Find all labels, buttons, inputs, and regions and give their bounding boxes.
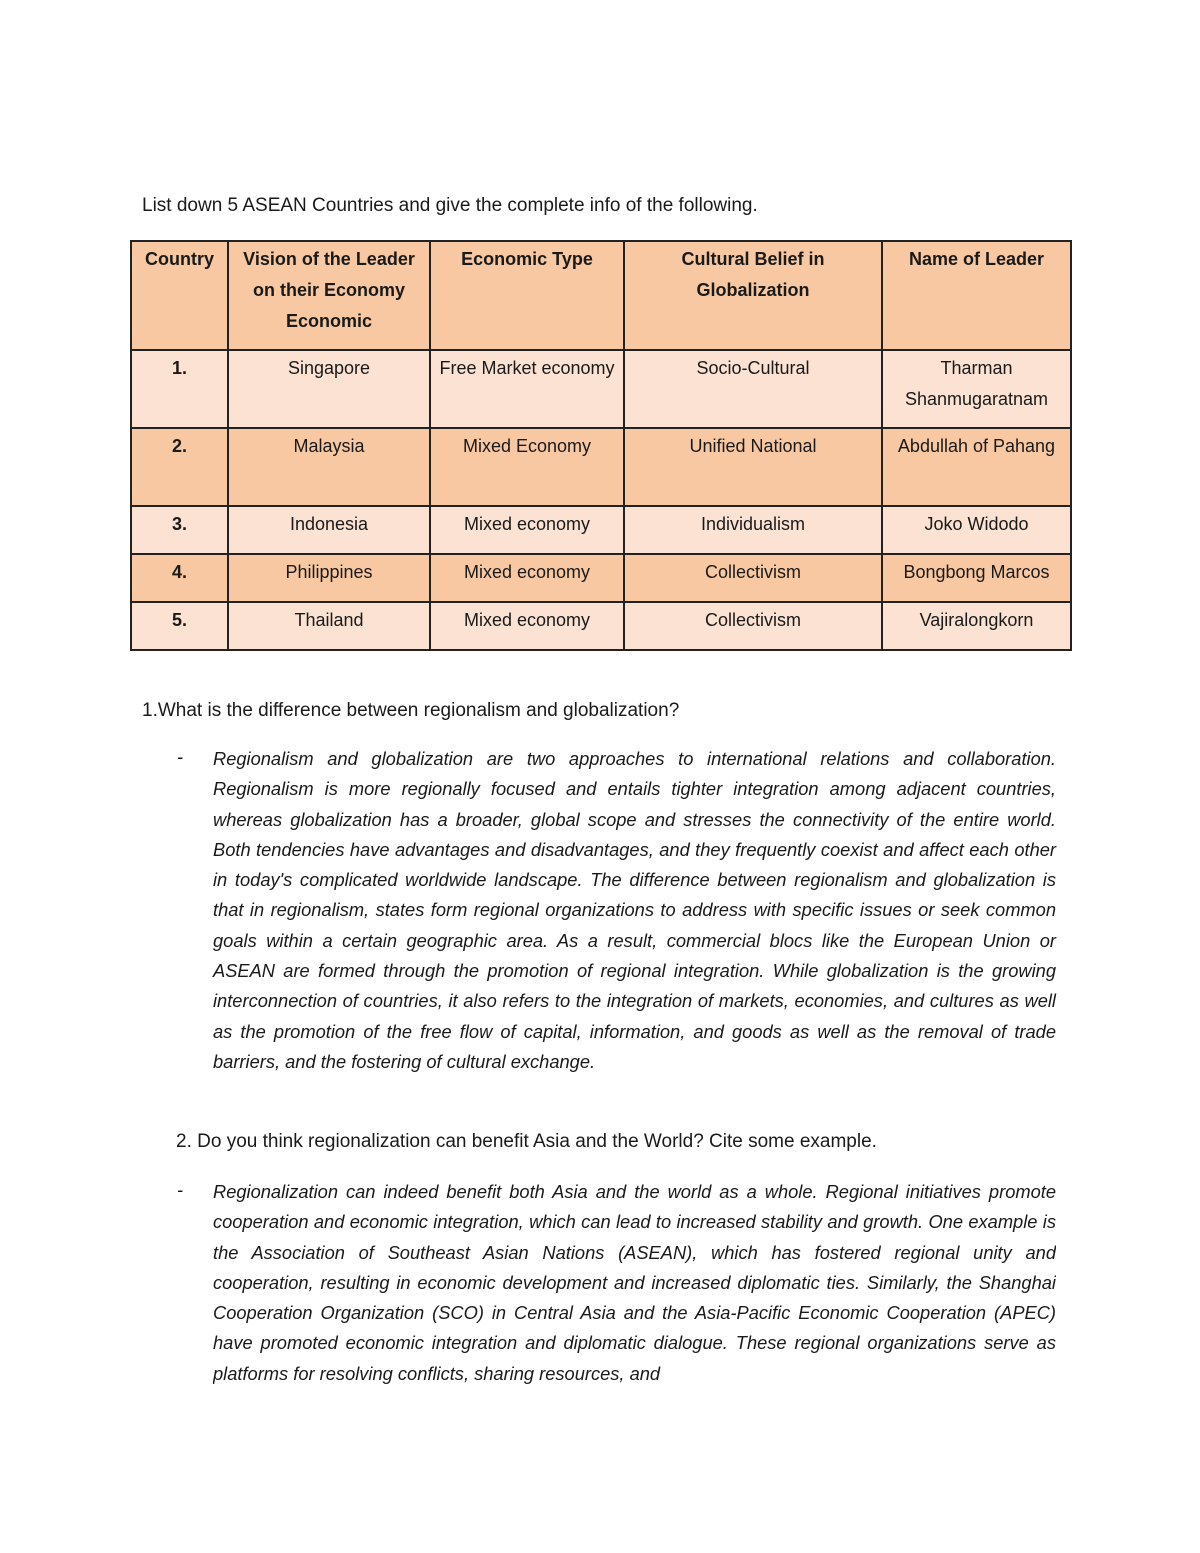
table-row xyxy=(131,506,1071,554)
header-cultural-belief: Cultural Belief in Globalization xyxy=(624,241,882,350)
table-header-row xyxy=(131,241,1071,350)
intro-text: List down 5 ASEAN Countries and give the complete info of the following. xyxy=(142,195,758,216)
leader-cell: Tharman Shanmugaratnam xyxy=(882,350,1071,428)
belief-cell: Individualism xyxy=(624,506,882,554)
table-row xyxy=(131,350,1071,428)
belief-cell: Unified National xyxy=(624,428,882,506)
country-cell: Indonesia xyxy=(228,506,430,554)
question-2: 2. Do you think regionalization can benefit Asia and the World? Cite some example. xyxy=(176,1131,877,1152)
belief-cell: Collectivism xyxy=(624,602,882,650)
header-leader: Name of Leader xyxy=(882,241,1071,350)
leader-cell: Bongbong Marcos xyxy=(882,554,1071,602)
asean-table xyxy=(130,240,1072,651)
country-cell: Singapore xyxy=(228,350,430,428)
header-economic-type: Economic Type xyxy=(430,241,624,350)
country-cell: Thailand xyxy=(228,602,430,650)
leader-cell: Joko Widodo xyxy=(882,506,1071,554)
bullet-dash: - xyxy=(177,1180,183,1200)
header-vision: Vision of the Leader on their Economy Economic xyxy=(228,241,430,350)
economy-cell: Mixed Economy xyxy=(430,428,624,506)
belief-cell: Collectivism xyxy=(624,554,882,602)
economy-cell: Mixed economy xyxy=(430,506,624,554)
table-row xyxy=(131,428,1071,506)
bullet-dash: - xyxy=(177,747,183,767)
country-cell: Malaysia xyxy=(228,428,430,506)
country-cell: Philippines xyxy=(228,554,430,602)
belief-cell: Socio-Cultural xyxy=(624,350,882,428)
row-number: 3. xyxy=(131,506,228,554)
leader-cell: Vajiralongkorn xyxy=(882,602,1071,650)
economy-cell: Free Market economy xyxy=(430,350,624,428)
row-number: 2. xyxy=(131,428,228,506)
table-row xyxy=(131,554,1071,602)
question-1: 1.What is the difference between regionalism and globalization? xyxy=(142,700,680,721)
header-country: Country xyxy=(131,241,228,350)
answer-2: Regionalization can indeed benefit both Asia and the world as a whole. Regional initiatives promote cooperation and economic integration, which can lead to increased stability and growth. One example is the Association of Southeast Asian Nations (ASEAN), which has fostered regional unity and cooperation, resulting in economic development and increased diplomatic ties. Similarly, the Shanghai Cooperation Organization (SCO) in Central Asia and the Asia-Pacific Economic Cooperation (APEC) have promoted economic integration and diplomatic dialogue. These regional organizations serve as platforms for resolving conflicts, sharing resources, and xyxy=(213,1181,1056,1384)
economy-cell: Mixed economy xyxy=(430,602,624,650)
row-number: 1. xyxy=(131,350,228,428)
table-row xyxy=(131,602,1071,650)
row-number: 4. xyxy=(131,554,228,602)
economy-cell: Mixed economy xyxy=(430,554,624,602)
leader-cell: Abdullah of Pahang xyxy=(882,428,1071,506)
answer-1: Regionalism and globalization are two approaches to international relations and collaboration. Regionalism is more regionally focused and entails tighter integration among adjacent countries, whereas globalization has a broader, global scope and stresses the connectivity of the entire world. Both tendencies have advantages and disadvantages, and they frequently coexist and affect each other in today's complicated worldwide landscape. The difference between regionalism and globalization is that in regionalism, states form regional organizations to address with specific issues or seek common goals within a certain geographic area. As a result, commercial blocs like the European Union or ASEAN are formed through the promotion of regional integration. While globalization is the growing interconnection of countries, it also refers to the integration of markets, economies, and cultures as well as the promotion of the free flow of capital, information, and goods as well as the removal of trade barriers, and the fostering of cultural exchange. xyxy=(213,748,1056,1072)
row-number: 5. xyxy=(131,602,228,650)
